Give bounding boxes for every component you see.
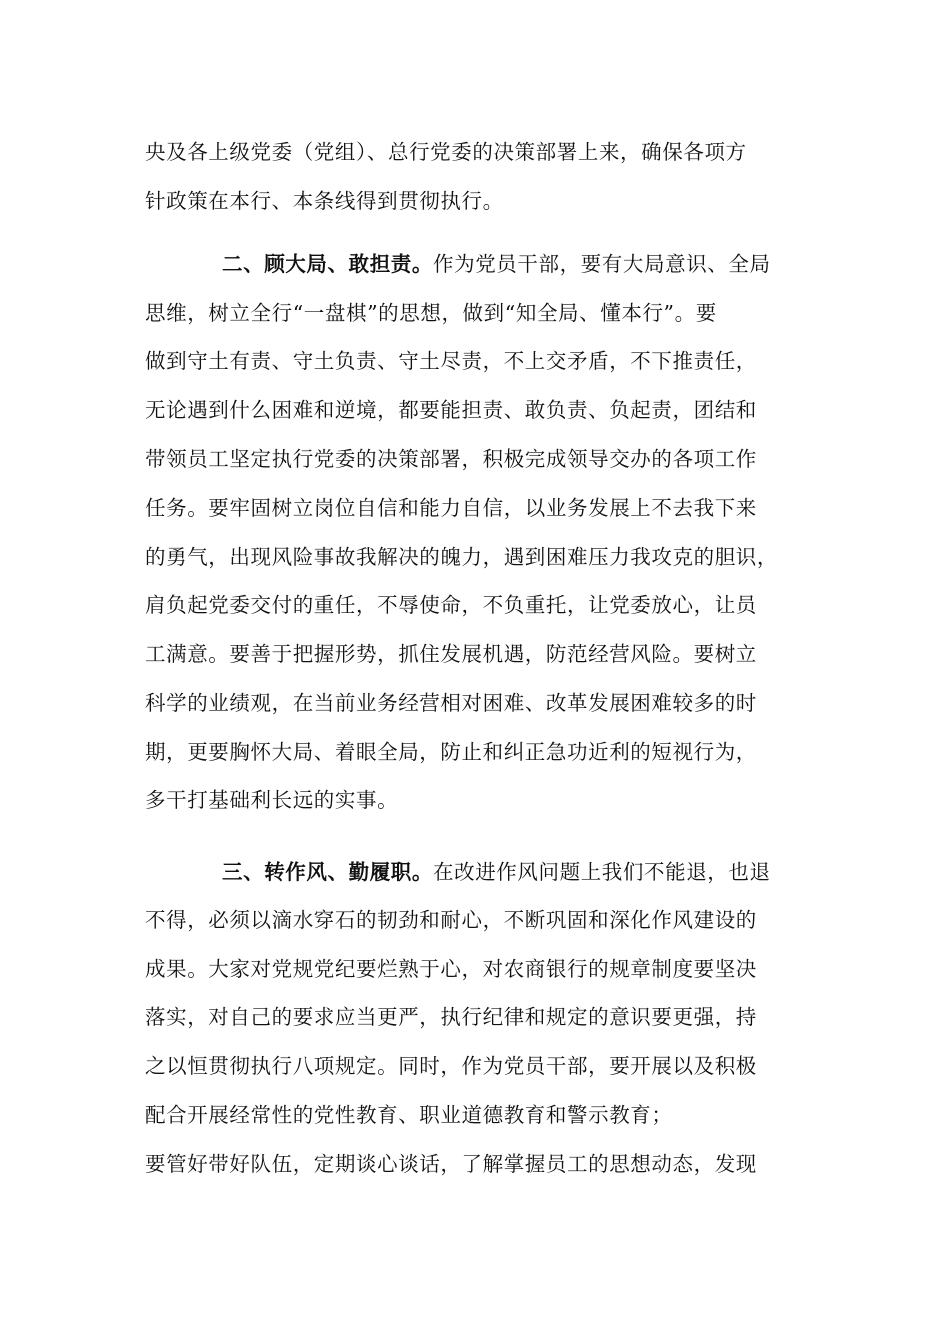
section-3-heading: 三、转作风、勤履职。 (222, 860, 433, 884)
body-line: 不得，必须以滴水穿石的韧劲和耐心，不断巩固和深化作风建设的 (145, 908, 757, 932)
body-line: 带领员工坚定执行党委的决策部署，积极完成领导交办的各项工作 (145, 447, 757, 471)
body-line: 做到守土有责、守土负责、守土尽责，不上交矛盾，不下推责任， (145, 349, 757, 373)
body-line: 思维，树立全行“一盘棋”的思想，做到“知全局、懂本行”。要 (145, 301, 717, 325)
body-line: 任务。要牢固树立岗位自信和能力自信，以业务发展上不去我下来 (145, 496, 757, 520)
body-line: 多干打基础利长远的实事。 (145, 788, 399, 812)
body-line: 期，更要胸怀大局、着眼全局，防止和纠正急功近利的短视行为， (145, 740, 757, 764)
section-3-first-line (222, 857, 822, 887)
section-2-text: 作为党员干部，要有大局意识、全局 (433, 252, 771, 276)
section-2-heading: 二、顾大局、敢担责。 (222, 252, 433, 276)
body-line: 成果。大家对党规党纪要烂熟于心，对农商银行的规章制度要坚决 (145, 957, 757, 981)
body-line: 针政策在本行、本条线得到贯彻执行。 (145, 189, 504, 213)
body-line: 工满意。要善于把握形势，抓住发展机遇，防范经营风险。要树立 (145, 642, 757, 666)
section-2-first-line (222, 249, 822, 279)
body-line: 科学的业绩观，在当前业务经营相对困难、改革发展困难较多的时 (145, 691, 757, 715)
body-line: 无论遇到什么困难和逆境，都要能担责、敢负责、负起责，团结和 (145, 398, 757, 422)
body-line: 之以恒贯彻执行八项规定。同时，作为党员干部，要开展以及积极 (145, 1054, 757, 1078)
body-line: 肩负起党委交付的重任，不辱使命，不负重托，让党委放心，让员 (145, 593, 757, 617)
body-line: 落实，对自己的要求应当更严，执行纪律和规定的意识要更强，持 (145, 1005, 757, 1029)
body-line: 央及各上级党委（党组）、总行党委的决策部署上来，确保各项方 (145, 140, 747, 164)
body-line: 要管好带好队伍，定期谈心谈话，了解掌握员工的思想动态，发现 (145, 1152, 757, 1176)
body-line: 的勇气，出现风险事故我解决的魄力，遇到困难压力我攻克的胆识， (145, 545, 778, 569)
section-3-text: 在改进作风问题上我们不能退，也退 (433, 860, 771, 884)
body-line: 配合开展经常性的党性教育、职业道德教育和警示教育； (145, 1103, 673, 1127)
